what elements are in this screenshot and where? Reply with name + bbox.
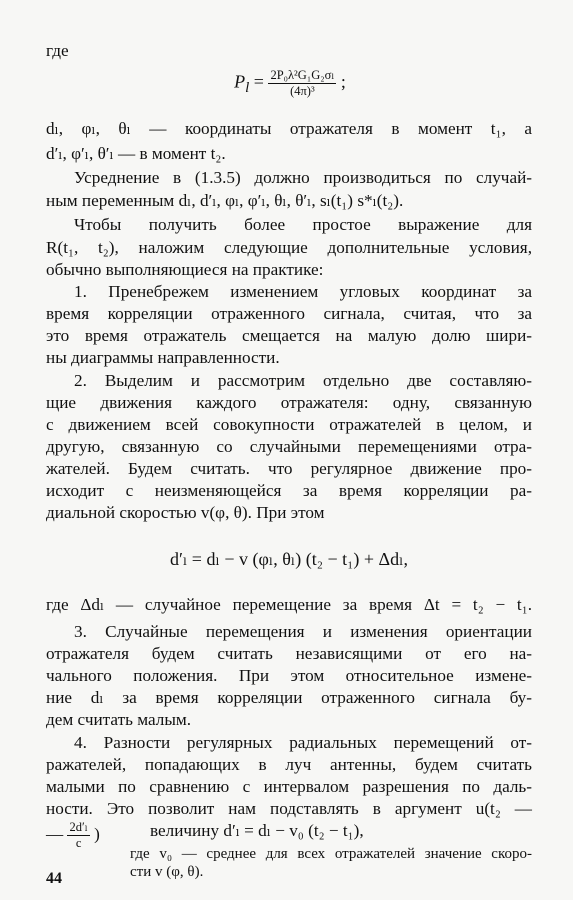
fraction-2d-denominator: c (75, 836, 82, 850)
fraction-2d-numerator: 2d′ₗ (69, 820, 88, 834)
formula-p-numerator: 2P₀λ²G₁G₂σₗ (270, 68, 335, 82)
text-line: исходит с неизменяющейся за время корреляции ра- (46, 481, 532, 500)
formula-p-tail: ; (340, 71, 346, 92)
text-line: щие движения каждого отражателя: одну, связанную (46, 393, 532, 412)
text-line: 1. Пренебрежем изменением угловых координат за (74, 282, 532, 301)
text-line: R(t₁, t₂), наложим следующие дополнительные условия, (46, 238, 532, 257)
page-number: 44 (46, 870, 62, 887)
text-line: ражателей, попадающих в луч антенны, будем считать (46, 755, 532, 774)
fraction-lead: — (46, 824, 64, 844)
text-line: величину d′ₗ = dₗ − v₀ (t₂ − t₁), (150, 821, 364, 840)
fraction-2d (67, 820, 89, 851)
formula-d-prime: d′ₗ = dₗ − v (φₗ, θₗ) (t₂ − t₁) + Δdₗ, (170, 549, 408, 569)
text-line: 3. Случайные перемещения и изменения ориентации (74, 622, 532, 641)
text-line: отражателя будем считать независящими от его на- (46, 644, 532, 663)
text-line: малыми по сравнению с интервалом разрешения по даль- (46, 777, 532, 796)
text-line: 4. Разности регулярных радиальных перемещений от- (74, 733, 532, 752)
text-line: где v₀ — среднее для всех отражателей значение скоро- (130, 846, 532, 862)
text-line: ным переменным dₗ, d′ₗ, φₗ, φ′ₗ, θₗ, θ′ₗ, sₗ(t₁) s*ₗ(t₂). (46, 191, 404, 210)
text-line: сти v (φ, θ). (130, 864, 204, 880)
fraction-paren: ) (94, 824, 100, 844)
formula-p (90, 68, 490, 99)
text-line: время корреляции отраженного сигнала, считая, что за (46, 304, 532, 323)
formula-p-denominator: (4π)³ (290, 84, 315, 98)
formula-p-lhs-sub: l (245, 80, 250, 97)
text-line: это время отражатель смещается на малую долю шири- (46, 326, 532, 345)
text-line: Чтобы получить более простое выражение для (74, 215, 532, 234)
text-line: 2. Выделим и рассмотрим отдельно две составляю- (74, 371, 532, 390)
text-line: ние dₗ за время корреляции отраженного сигнала бу- (46, 688, 532, 707)
text-line: с движением всей совокупности отражателей в целом, и (46, 415, 532, 434)
text-line: ны диаграммы направленности. (46, 348, 280, 367)
text-line: где Δdₗ — случайное перемещение за время Δt = t₂ − t₁. (46, 595, 532, 614)
text-line: обычно выполняющиеся на практике: (46, 260, 324, 279)
text-line: чального положения. При этом относительное измене- (46, 666, 532, 685)
text-line: dₗ, φₗ, θₗ — координаты отражателя в момент t₁, а (46, 119, 532, 138)
intro-word: где (46, 41, 69, 60)
text-line: жателей. Будем считать. что регулярное движение про- (46, 459, 532, 478)
text-line: дем считать малым. (46, 710, 192, 729)
formula-p-lhs: P (234, 71, 246, 92)
text-line: d′ₗ, φ′ₗ, θ′ₗ — в момент t₂. (46, 144, 226, 163)
text-line: диальной скоростью v(φ, θ). При этом (46, 503, 325, 522)
formula-p-fraction (268, 68, 336, 99)
text-line: Усреднение в (1.3.5) должно производиться по случай- (74, 168, 532, 187)
formula-p-equals: = (253, 71, 264, 92)
text-line: ности. Это позволит нам подставлять в аргумент u(t₂ — (46, 799, 532, 818)
text-line: другую, связанную со случайными перемещениями отра- (46, 437, 532, 456)
